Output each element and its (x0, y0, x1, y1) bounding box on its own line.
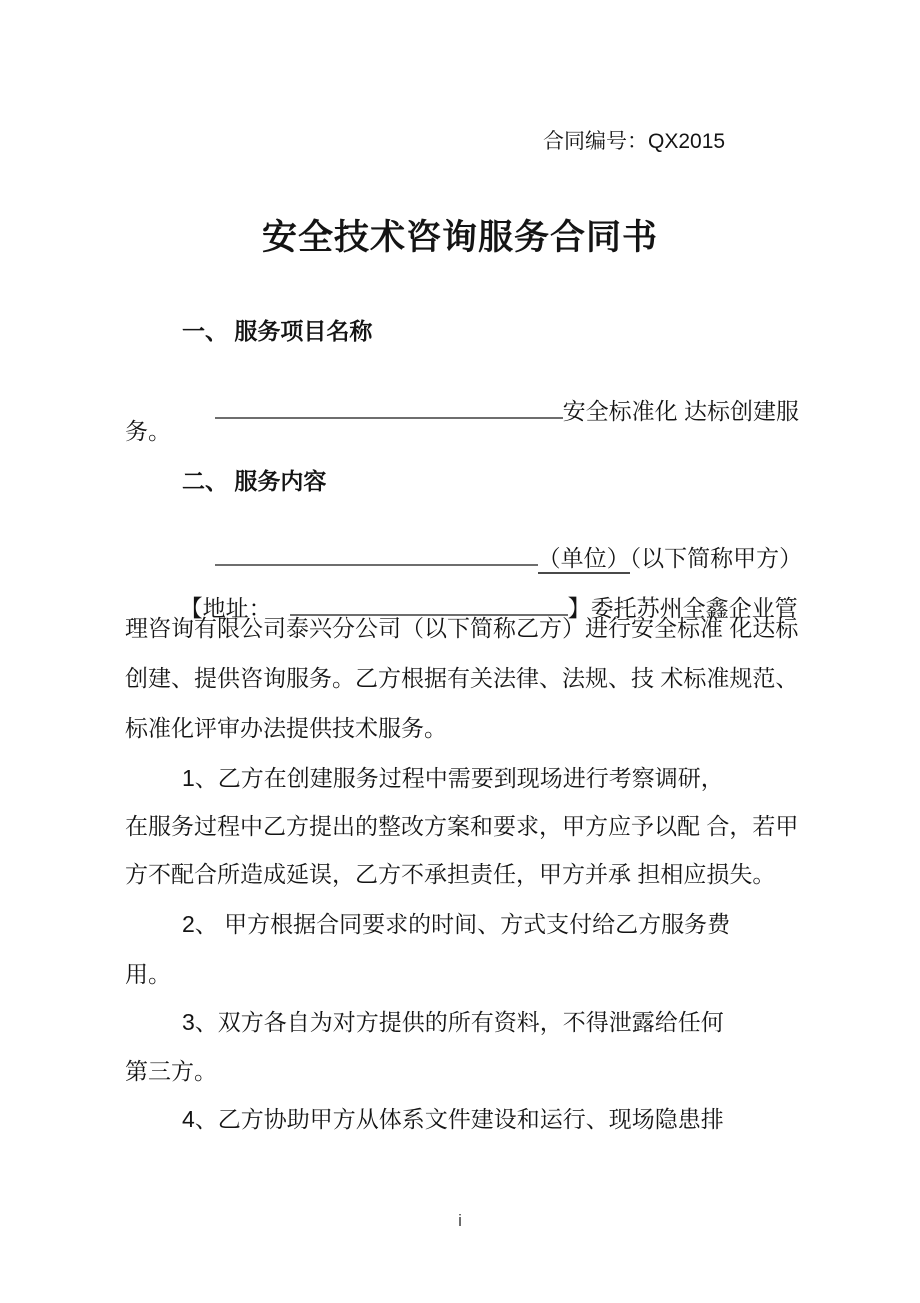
clause-1-line: 在服务过程中乙方提出的整改方案和要求，甲方应予以配 合，若甲 (125, 813, 799, 839)
address-fill-line (154, 560, 798, 621)
address-open-bracket: 【地址： (179, 595, 272, 621)
clause-2-line: 2、 甲方根据合同要求的时间、方式支付给乙方服务费 (182, 911, 731, 937)
clause-2-line: 用。 (125, 961, 171, 987)
party-a-fill-line (189, 510, 803, 571)
clause-4-line: 4、乙方协助甲方从体系文件建设和运行、现场隐患排 (182, 1106, 724, 1132)
contract-number: 合同编号：QX2015 (543, 130, 726, 153)
clause-3-line: 第三方。 (125, 1058, 217, 1084)
service-name-fill-line (189, 363, 799, 424)
blank-underline-field (215, 395, 563, 419)
service-name-suffix: 安全标准化 达标创建服 (562, 398, 799, 424)
page-number: i (458, 1211, 462, 1230)
unit-label: （单位） (538, 545, 630, 574)
section-one-heading: 一、 服务项目名称 (182, 318, 373, 344)
clause-3-line: 3、双方各自为对方提供的所有资料，不得泄露给任何 (182, 1009, 724, 1035)
clause-1-line: 方不配合所造成延误，乙方不承担责任，甲方并承 担相应损失。 (125, 861, 776, 887)
paragraph-line: 理咨询有限公司泰兴分公司（以下简称乙方）进行安全标准 化达标 (125, 615, 799, 641)
document-title: 安全技术咨询服务合同书 (261, 218, 658, 257)
clause-1-line: 1、乙方在创建服务过程中需要到现场进行考察调研， (182, 765, 724, 791)
paragraph-line: 创建、提供咨询服务。乙方根据有关法律、法规、技 术标准规范、 (125, 665, 799, 691)
party-a-label: （以下简称甲方） (629, 545, 803, 571)
service-name-wrap: 务。 (125, 418, 171, 444)
section-two-heading: 二、 服务内容 (182, 468, 327, 494)
address-close-text: 】委托苏州全鑫企业管 (567, 595, 798, 621)
paragraph-line: 标准化评审办法提供技术服务。 (125, 715, 447, 741)
